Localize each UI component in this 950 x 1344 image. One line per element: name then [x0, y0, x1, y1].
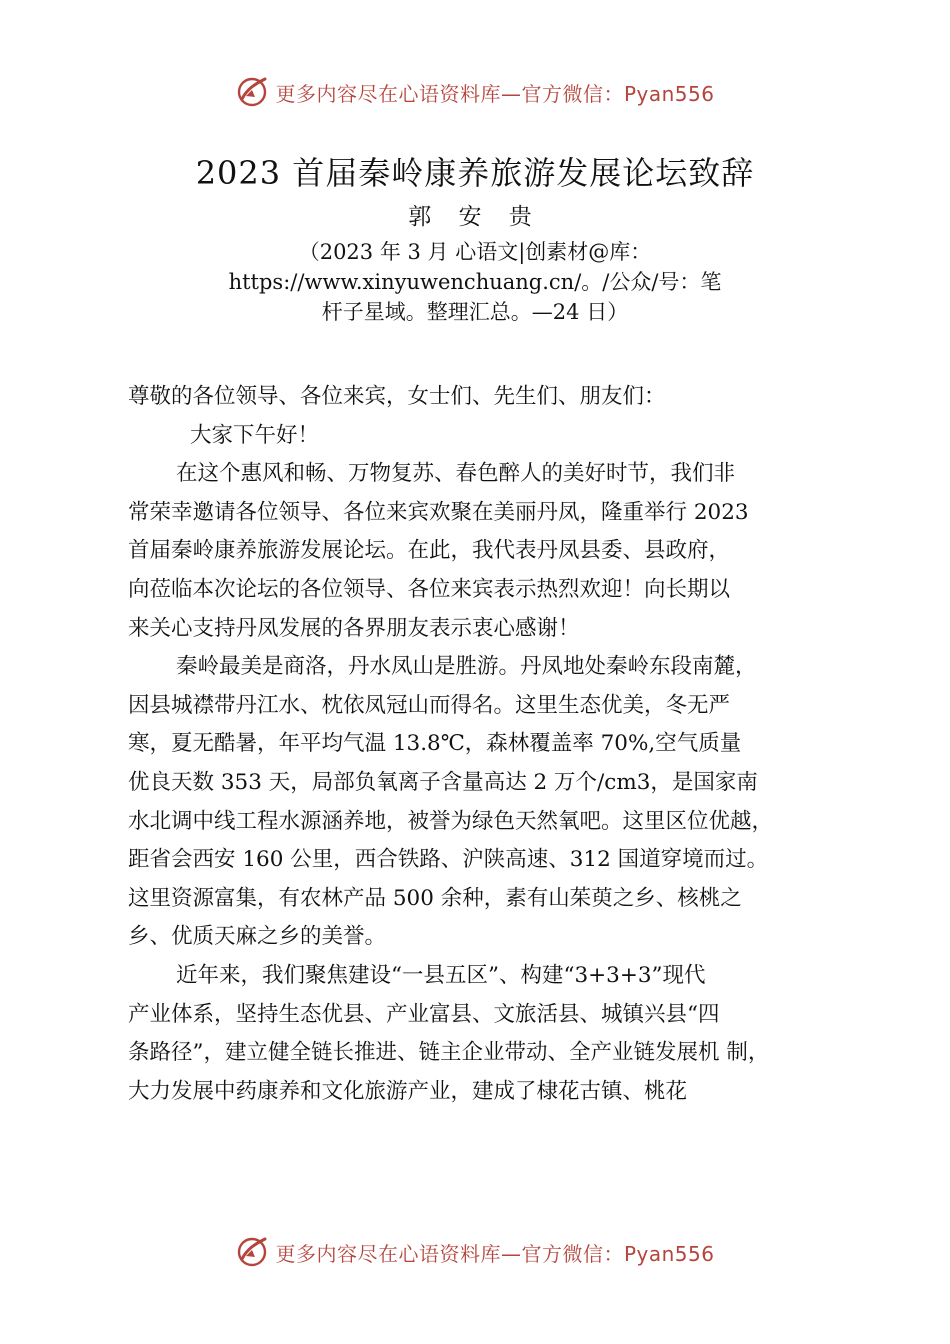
body-line: 向莅临本次论坛的各位领导、各位来宾表示热烈欢迎！向长期以 [128, 576, 731, 602]
greeting-line: 大家下午好！ [190, 422, 320, 448]
watermark-text: 更多内容尽在心语资料库—官方微信：Pyan556 [275, 81, 715, 106]
body-line: 秦岭最美是商洛，丹水凤山是胜游。丹凤地处秦岭东段南麓， [176, 654, 757, 680]
speech-body [128, 378, 868, 1111]
body-line: 首届秦岭康养旅游发展论坛。在此，我代表丹凤县委、县政府， [128, 538, 731, 564]
body-line: 因县城襟带丹江水、枕依凤冠山而得名。这里生态优美，冬无严 [128, 692, 731, 718]
source-line: https://www.xinyuwenchuang.cn/。/公众/号：笔 [228, 270, 722, 294]
body-line: 水北调中线工程水源涵养地，被誉为绿色天然氧吧。这里区位优越， [128, 808, 774, 834]
body-line: 常荣幸邀请各位领导、各位来宾欢聚在美丽丹凤，隆重举行 2023 [128, 499, 749, 525]
brush-logo-icon [235, 75, 269, 109]
brush-logo-icon [235, 1235, 269, 1269]
body-line: 大力发展中药康养和文化旅游产业，建成了棣花古镇、桃花 [128, 1078, 688, 1104]
body-line: 这里资源富集，有农林产品 500 余种，素有山茱萸之乡、核桃之 [128, 885, 742, 911]
salutation-line: 尊敬的各位领导、各位来宾，女士们、先生们、朋友们： [128, 384, 666, 409]
body-line: 在这个惠风和畅、万物复苏、春色醉人的美好时节，我们非 [176, 461, 736, 487]
body-line: 产业体系，坚持生态优县、产业富县、文旅活县、城镇兴县“四 [128, 1001, 720, 1027]
source-line: （2023 年 3 月 心语文|创素材@库： [298, 240, 652, 264]
document-title: 2023 首届秦岭康养旅游发展论坛致辞 [195, 154, 755, 192]
body-line: 来关心支持丹凤发展的各界朋友表示衷心感谢！ [128, 615, 580, 641]
source-note [0, 237, 950, 327]
body-line: 寒，夏无酷暑，年平均气温 13.8℃，森林覆盖率 70%,空气质量 [128, 731, 742, 757]
watermark-banner-top [0, 70, 950, 114]
watermark-banner-bottom [0, 1230, 950, 1274]
body-line: 条路径”，建立健全链长推进、链主企业带动、全产业链发展机 制， [128, 1040, 770, 1066]
watermark-text: 更多内容尽在心语资料库—官方微信：Pyan556 [275, 1241, 715, 1266]
document-author: 郭 安 贵 [408, 204, 542, 230]
body-line: 优良天数 353 天，局部负氧离子含量高达 2 万个/cm3，是国家南 [128, 769, 758, 795]
body-line: 乡、优质天麻之乡的美誉。 [128, 924, 387, 950]
body-line: 距省会西安 160 公里，西合铁路、沪陕高速、312 国道穿境而过。 [128, 847, 769, 873]
source-line: 杆子星域。整理汇总。—24 日） [321, 300, 629, 324]
body-line: 近年来，我们聚焦建设“一县五区”、构建“3+3+3”现代 [176, 962, 706, 988]
